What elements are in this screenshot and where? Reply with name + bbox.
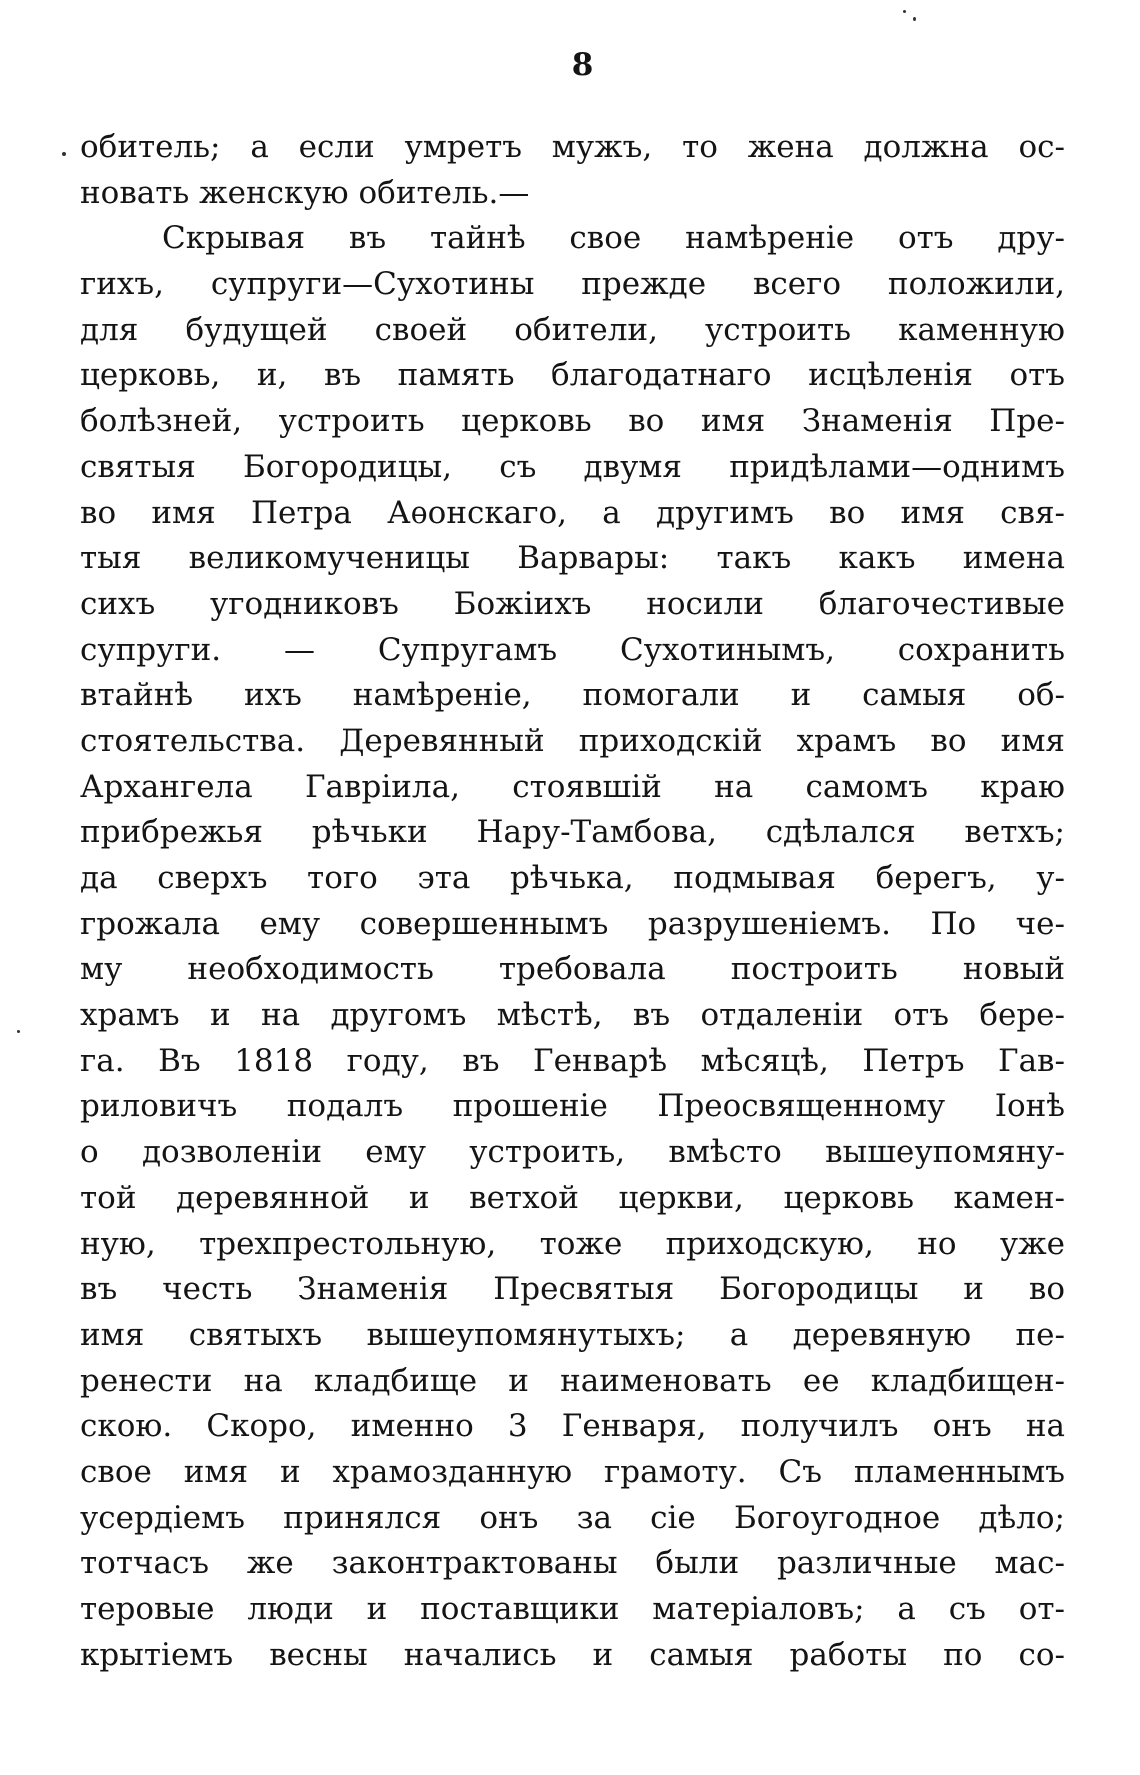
text-line: тыя великомученицы Варвары: такъ какъ имена [80, 540, 1065, 577]
text-line: для будущей своей обители, устроить каменную [80, 311, 1065, 348]
text-line: прибрежья рѣчьки Нару-Тамбова, сдѣлался ветхъ; [80, 814, 1065, 851]
text-line: во имя Петра Аѳонскаго, а другимъ во имя свя- [80, 494, 1065, 531]
scan-speck [913, 17, 916, 21]
text-line: ную, трехпрестольную, тоже приходскую, но уже [80, 1225, 1065, 1262]
text-line: стоятельства. Деревянный приходскій храмъ во имя [80, 722, 1065, 759]
text-line: му необходимость требовала построить новый [80, 951, 1065, 988]
text-line: о дозволеніи ему устроить, вмѣсто вышеупомяну- [80, 1134, 1065, 1171]
text-line: усердіемъ принялся онъ за сіе Богоугодное дѣло; [80, 1499, 1065, 1536]
text-line: Архангела Гавріила, стоявшій на самомъ краю [80, 768, 1065, 805]
book-page [80, 40, 1065, 1740]
text-line: риловичъ подалъ прошеніе Преосвященному Іонѣ [80, 1088, 1065, 1125]
text-line: тотчасъ же законтрактованы были различные мас- [80, 1545, 1065, 1582]
scan-speck [62, 152, 66, 156]
text-line: гихъ, супруги—Сухотины прежде всего положили, [80, 266, 1065, 303]
text-line: храмъ и на другомъ мѣстѣ, въ отдаленіи отъ бере- [80, 997, 1065, 1034]
text-line: втайнѣ ихъ намѣреніе, помогали и самыя об- [80, 677, 1065, 714]
text-line: крытіемъ весны начались и самыя работы по со- [80, 1636, 1065, 1673]
text-line: теровые люди и поставщики матеріаловъ; а съ от- [80, 1591, 1065, 1627]
text-line: ренести на кладбище и наименовать ее кладбищен- [80, 1362, 1065, 1399]
text-line: болѣзней, устроить церковь во имя Знаменія Пре- [80, 403, 1065, 440]
text-line: въ честь Знаменія Пресвятыя Богородицы и во [80, 1271, 1065, 1308]
text-line: супруги. — Супругамъ Сухотинымъ, сохранить [80, 631, 1065, 668]
paragraph [80, 216, 1065, 1678]
text-line: грожала ему совершеннымъ разрушеніемъ. По че- [80, 905, 1065, 942]
text-line: обитель; а если умретъ мужъ, то жена должна ос- [80, 129, 1065, 165]
body-text [80, 125, 1065, 1678]
text-line: той деревянной и ветхой церкви, церковь камен- [80, 1179, 1065, 1216]
text-line: новать женскую обитель.— [80, 174, 530, 211]
paragraph [80, 125, 1065, 216]
scan-speck [903, 10, 906, 13]
scan-speck [17, 1030, 20, 1033]
text-line: Скрывая въ тайнѣ свое намѣреніе отъ дру- [162, 220, 1065, 257]
text-line: га. Въ 1818 году, въ Генварѣ мѣсяцѣ, Петръ Гав- [80, 1042, 1065, 1079]
text-line: святыя Богородицы, съ двумя придѣлами—однимъ [80, 448, 1065, 485]
text-line: церковь, и, въ память благодатнаго исцѣленія отъ [80, 357, 1065, 394]
page-number: 8 [571, 47, 594, 83]
text-line: имя святыхъ вышеупомянутыхъ; а деревяную пе- [80, 1316, 1065, 1353]
text-line: да сверхъ того эта рѣчька, подмывая берегъ, у- [80, 860, 1065, 896]
text-line: сихъ угодниковъ Божіихъ носили благочестивые [80, 585, 1065, 622]
text-line: скою. Скоро, именно 3 Генваря, получилъ онъ на [80, 1408, 1065, 1445]
text-line: свое имя и храмозданную грамоту. Съ пламеннымъ [80, 1453, 1065, 1490]
